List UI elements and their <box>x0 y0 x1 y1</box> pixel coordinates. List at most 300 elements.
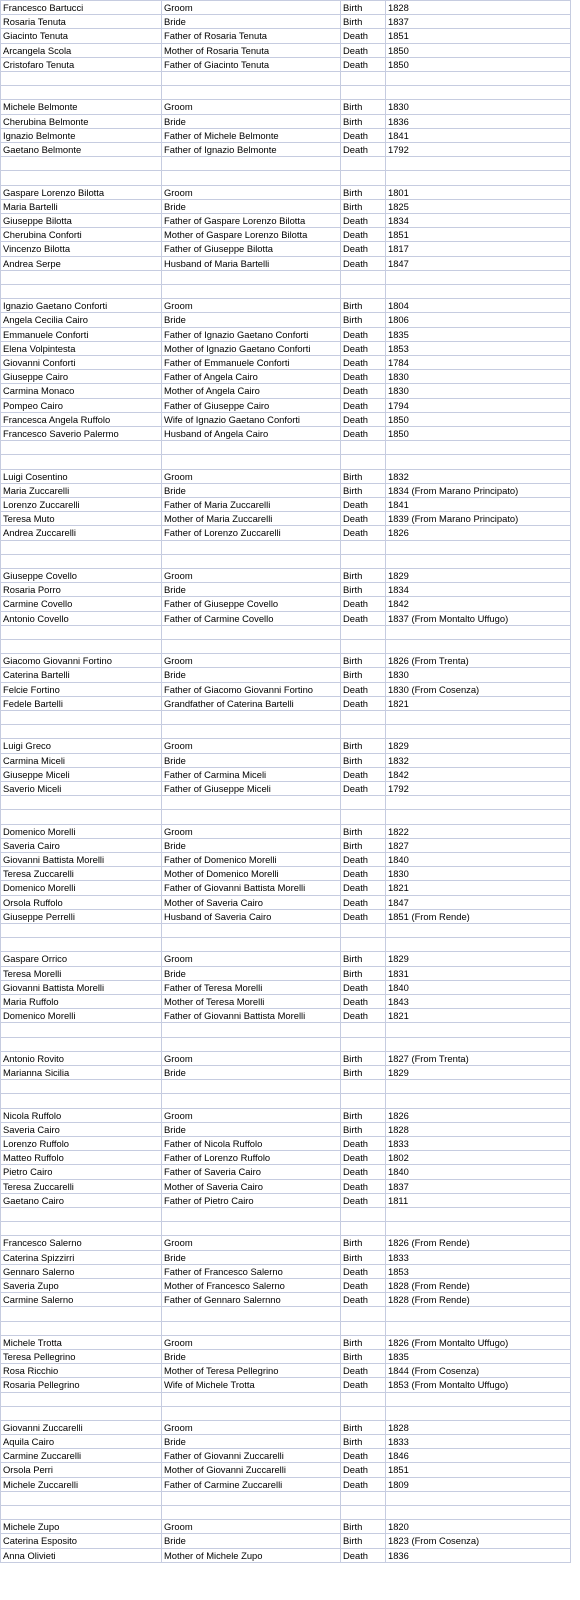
year-cell[interactable]: 1828 (From Rende) <box>386 1278 571 1292</box>
event-cell[interactable] <box>341 540 386 554</box>
name-cell[interactable] <box>1 938 162 952</box>
year-cell[interactable]: 1836 <box>386 1548 571 1562</box>
event-cell[interactable] <box>341 923 386 937</box>
event-cell[interactable]: Death <box>341 1278 386 1292</box>
relation-cell[interactable]: Groom <box>162 654 341 668</box>
relation-cell[interactable]: Father of Giovanni Battista Morelli <box>162 1009 341 1023</box>
event-cell[interactable]: Death <box>341 497 386 511</box>
year-cell[interactable]: 1829 <box>386 568 571 582</box>
event-cell[interactable]: Death <box>341 341 386 355</box>
relation-cell[interactable]: Bride <box>162 483 341 497</box>
year-cell[interactable]: 1842 <box>386 767 571 781</box>
name-cell[interactable]: Teresa Zuccarelli <box>1 867 162 881</box>
relation-cell[interactable]: Father of Giuseppe Covello <box>162 597 341 611</box>
name-cell[interactable]: Saveria Zupo <box>1 1278 162 1292</box>
event-cell[interactable]: Death <box>341 1009 386 1023</box>
event-cell[interactable]: Death <box>341 43 386 57</box>
year-cell[interactable] <box>386 1080 571 1094</box>
name-cell[interactable]: Michele Zupo <box>1 1520 162 1534</box>
year-cell[interactable] <box>386 554 571 568</box>
relation-cell[interactable]: Father of Teresa Morelli <box>162 980 341 994</box>
name-cell[interactable]: Giacinto Tenuta <box>1 29 162 43</box>
name-cell[interactable]: Saveria Cairo <box>1 838 162 852</box>
name-cell[interactable] <box>1 171 162 185</box>
name-cell[interactable]: Domenico Morelli <box>1 1009 162 1023</box>
name-cell[interactable]: Carmina Miceli <box>1 753 162 767</box>
year-cell[interactable] <box>386 1406 571 1420</box>
name-cell[interactable] <box>1 1094 162 1108</box>
event-cell[interactable]: Death <box>341 767 386 781</box>
event-cell[interactable]: Birth <box>341 952 386 966</box>
relation-cell[interactable]: Bride <box>162 753 341 767</box>
year-cell[interactable]: 1842 <box>386 597 571 611</box>
year-cell[interactable]: 1806 <box>386 313 571 327</box>
relation-cell[interactable] <box>162 1506 341 1520</box>
name-cell[interactable]: Elena Volpintesta <box>1 341 162 355</box>
year-cell[interactable]: 1853 <box>386 341 571 355</box>
name-cell[interactable]: Aquila Cairo <box>1 1435 162 1449</box>
name-cell[interactable]: Carmine Zuccarelli <box>1 1449 162 1463</box>
year-cell[interactable]: 1853 <box>386 1264 571 1278</box>
event-cell[interactable]: Death <box>341 1378 386 1392</box>
year-cell[interactable]: 1837 (From Montalto Uffugo) <box>386 611 571 625</box>
relation-cell[interactable]: Mother of Rosaria Tenuta <box>162 43 341 57</box>
event-cell[interactable]: Birth <box>341 1534 386 1548</box>
relation-cell[interactable]: Father of Giuseppe Cairo <box>162 398 341 412</box>
year-cell[interactable]: 1836 <box>386 114 571 128</box>
event-cell[interactable] <box>341 72 386 86</box>
name-cell[interactable]: Giuseppe Bilotta <box>1 213 162 227</box>
year-cell[interactable] <box>386 725 571 739</box>
event-cell[interactable]: Death <box>341 1449 386 1463</box>
year-cell[interactable]: 1804 <box>386 299 571 313</box>
name-cell[interactable]: Rosa Ricchio <box>1 1364 162 1378</box>
relation-cell[interactable] <box>162 725 341 739</box>
name-cell[interactable] <box>1 284 162 298</box>
year-cell[interactable]: 1828 (From Rende) <box>386 1293 571 1307</box>
event-cell[interactable]: Death <box>341 1477 386 1491</box>
relation-cell[interactable]: Father of Giuseppe Bilotta <box>162 242 341 256</box>
year-cell[interactable]: 1850 <box>386 427 571 441</box>
name-cell[interactable]: Giuseppe Perrelli <box>1 909 162 923</box>
relation-cell[interactable] <box>162 284 341 298</box>
relation-cell[interactable]: Groom <box>162 1108 341 1122</box>
relation-cell[interactable]: Groom <box>162 100 341 114</box>
year-cell[interactable]: 1837 <box>386 1179 571 1193</box>
name-cell[interactable] <box>1 796 162 810</box>
year-cell[interactable] <box>386 1094 571 1108</box>
year-cell[interactable] <box>386 1392 571 1406</box>
relation-cell[interactable]: Father of Maria Zuccarelli <box>162 497 341 511</box>
event-cell[interactable] <box>341 1094 386 1108</box>
relation-cell[interactable] <box>162 72 341 86</box>
relation-cell[interactable]: Mother of Giovanni Zuccarelli <box>162 1463 341 1477</box>
name-cell[interactable]: Maria Zuccarelli <box>1 483 162 497</box>
year-cell[interactable]: 1832 <box>386 469 571 483</box>
name-cell[interactable]: Andrea Serpe <box>1 256 162 270</box>
year-cell[interactable]: 1831 <box>386 966 571 980</box>
relation-cell[interactable] <box>162 1023 341 1037</box>
event-cell[interactable] <box>341 1321 386 1335</box>
name-cell[interactable]: Maria Ruffolo <box>1 994 162 1008</box>
name-cell[interactable] <box>1 625 162 639</box>
event-cell[interactable]: Birth <box>341 469 386 483</box>
relation-cell[interactable] <box>162 1037 341 1051</box>
year-cell[interactable]: 1844 (From Cosenza) <box>386 1364 571 1378</box>
event-cell[interactable] <box>341 270 386 284</box>
name-cell[interactable]: Nicola Ruffolo <box>1 1108 162 1122</box>
relation-cell[interactable]: Mother of Saveria Cairo <box>162 895 341 909</box>
event-cell[interactable] <box>341 86 386 100</box>
event-cell[interactable]: Death <box>341 213 386 227</box>
year-cell[interactable]: 1830 (From Cosenza) <box>386 682 571 696</box>
relation-cell[interactable]: Father of Giacinto Tenuta <box>162 57 341 71</box>
year-cell[interactable]: 1834 <box>386 583 571 597</box>
relation-cell[interactable] <box>162 1406 341 1420</box>
relation-cell[interactable]: Groom <box>162 469 341 483</box>
year-cell[interactable] <box>386 157 571 171</box>
name-cell[interactable]: Ignazio Belmonte <box>1 128 162 142</box>
event-cell[interactable]: Birth <box>341 483 386 497</box>
name-cell[interactable]: Giovanni Conforti <box>1 355 162 369</box>
name-cell[interactable] <box>1 86 162 100</box>
relation-cell[interactable]: Father of Nicola Ruffolo <box>162 1136 341 1150</box>
year-cell[interactable]: 1840 <box>386 852 571 866</box>
event-cell[interactable]: Birth <box>341 1250 386 1264</box>
event-cell[interactable] <box>341 455 386 469</box>
relation-cell[interactable]: Wife of Michele Trotta <box>162 1378 341 1392</box>
name-cell[interactable]: Antonio Rovito <box>1 1051 162 1065</box>
event-cell[interactable]: Birth <box>341 299 386 313</box>
year-cell[interactable]: 1826 <box>386 1108 571 1122</box>
year-cell[interactable]: 1829 <box>386 1065 571 1079</box>
year-cell[interactable] <box>386 270 571 284</box>
name-cell[interactable]: Gaspare Orrico <box>1 952 162 966</box>
event-cell[interactable]: Death <box>341 512 386 526</box>
event-cell[interactable]: Death <box>341 696 386 710</box>
event-cell[interactable]: Birth <box>341 1520 386 1534</box>
name-cell[interactable] <box>1 1207 162 1221</box>
name-cell[interactable]: Michele Belmonte <box>1 100 162 114</box>
name-cell[interactable]: Emmanuele Conforti <box>1 327 162 341</box>
name-cell[interactable]: Saverio Miceli <box>1 781 162 795</box>
year-cell[interactable] <box>386 938 571 952</box>
year-cell[interactable]: 1792 <box>386 143 571 157</box>
year-cell[interactable]: 1827 (From Trenta) <box>386 1051 571 1065</box>
name-cell[interactable]: Matteo Ruffolo <box>1 1151 162 1165</box>
event-cell[interactable]: Death <box>341 1293 386 1307</box>
relation-cell[interactable]: Father of Giuseppe Miceli <box>162 781 341 795</box>
event-cell[interactable] <box>341 1491 386 1505</box>
year-cell[interactable]: 1846 <box>386 1449 571 1463</box>
relation-cell[interactable]: Father of Lorenzo Ruffolo <box>162 1151 341 1165</box>
relation-cell[interactable] <box>162 625 341 639</box>
event-cell[interactable]: Death <box>341 398 386 412</box>
year-cell[interactable]: 1834 (From Marano Principato) <box>386 483 571 497</box>
relation-cell[interactable]: Groom <box>162 739 341 753</box>
year-cell[interactable] <box>386 923 571 937</box>
relation-cell[interactable]: Bride <box>162 668 341 682</box>
relation-cell[interactable]: Bride <box>162 1250 341 1264</box>
name-cell[interactable]: Andrea Zuccarelli <box>1 526 162 540</box>
event-cell[interactable]: Death <box>341 427 386 441</box>
year-cell[interactable]: 1850 <box>386 57 571 71</box>
event-cell[interactable]: Death <box>341 1193 386 1207</box>
event-cell[interactable]: Death <box>341 1165 386 1179</box>
name-cell[interactable]: Domenico Morelli <box>1 881 162 895</box>
event-cell[interactable]: Birth <box>341 1065 386 1079</box>
event-cell[interactable]: Birth <box>341 1236 386 1250</box>
event-cell[interactable]: Birth <box>341 1349 386 1363</box>
event-cell[interactable] <box>341 1222 386 1236</box>
year-cell[interactable] <box>386 455 571 469</box>
year-cell[interactable]: 1829 <box>386 739 571 753</box>
relation-cell[interactable]: Father of Saveria Cairo <box>162 1165 341 1179</box>
year-cell[interactable]: 1830 <box>386 668 571 682</box>
event-cell[interactable] <box>341 1307 386 1321</box>
name-cell[interactable]: Maria Bartelli <box>1 199 162 213</box>
year-cell[interactable] <box>386 1222 571 1236</box>
event-cell[interactable]: Death <box>341 242 386 256</box>
name-cell[interactable]: Carmine Salerno <box>1 1293 162 1307</box>
name-cell[interactable]: Teresa Pellegrino <box>1 1349 162 1363</box>
name-cell[interactable] <box>1 1406 162 1420</box>
relation-cell[interactable]: Groom <box>162 1051 341 1065</box>
year-cell[interactable] <box>386 796 571 810</box>
name-cell[interactable] <box>1 554 162 568</box>
event-cell[interactable] <box>341 284 386 298</box>
name-cell[interactable]: Orsola Perri <box>1 1463 162 1477</box>
year-cell[interactable]: 1809 <box>386 1477 571 1491</box>
event-cell[interactable]: Death <box>341 412 386 426</box>
relation-cell[interactable]: Father of Carmine Covello <box>162 611 341 625</box>
name-cell[interactable]: Gaetano Cairo <box>1 1193 162 1207</box>
event-cell[interactable]: Death <box>341 29 386 43</box>
year-cell[interactable] <box>386 625 571 639</box>
relation-cell[interactable]: Groom <box>162 1236 341 1250</box>
year-cell[interactable] <box>386 1506 571 1520</box>
name-cell[interactable]: Anna Olivieti <box>1 1548 162 1562</box>
relation-cell[interactable]: Mother of Michele Zupo <box>162 1548 341 1562</box>
event-cell[interactable]: Birth <box>341 1335 386 1349</box>
event-cell[interactable]: Birth <box>341 1435 386 1449</box>
name-cell[interactable]: Cristofaro Tenuta <box>1 57 162 71</box>
name-cell[interactable]: Vincenzo Bilotta <box>1 242 162 256</box>
name-cell[interactable]: Francesco Saverio Palermo <box>1 427 162 441</box>
event-cell[interactable]: Death <box>341 1364 386 1378</box>
event-cell[interactable]: Birth <box>341 668 386 682</box>
event-cell[interactable]: Birth <box>341 1122 386 1136</box>
relation-cell[interactable]: Father of Giacomo Giovanni Fortino <box>162 682 341 696</box>
name-cell[interactable]: Francesca Angela Ruffolo <box>1 412 162 426</box>
relation-cell[interactable]: Bride <box>162 313 341 327</box>
event-cell[interactable] <box>341 157 386 171</box>
relation-cell[interactable]: Mother of Teresa Morelli <box>162 994 341 1008</box>
relation-cell[interactable]: Bride <box>162 114 341 128</box>
event-cell[interactable]: Death <box>341 228 386 242</box>
event-cell[interactable] <box>341 710 386 724</box>
name-cell[interactable]: Luigi Cosentino <box>1 469 162 483</box>
name-cell[interactable]: Francesco Bartucci <box>1 1 162 15</box>
name-cell[interactable] <box>1 1037 162 1051</box>
event-cell[interactable]: Death <box>341 370 386 384</box>
relation-cell[interactable] <box>162 923 341 937</box>
event-cell[interactable] <box>341 938 386 952</box>
relation-cell[interactable]: Father of Michele Belmonte <box>162 128 341 142</box>
year-cell[interactable]: 1839 (From Marano Principato) <box>386 512 571 526</box>
year-cell[interactable] <box>386 1491 571 1505</box>
year-cell[interactable]: 1821 <box>386 881 571 895</box>
name-cell[interactable]: Lorenzo Ruffolo <box>1 1136 162 1150</box>
name-cell[interactable]: Gennaro Salerno <box>1 1264 162 1278</box>
name-cell[interactable]: Giuseppe Covello <box>1 568 162 582</box>
relation-cell[interactable]: Wife of Ignazio Gaetano Conforti <box>162 412 341 426</box>
name-cell[interactable] <box>1 1307 162 1321</box>
event-cell[interactable]: Death <box>341 128 386 142</box>
year-cell[interactable]: 1801 <box>386 185 571 199</box>
name-cell[interactable]: Rosaria Tenuta <box>1 15 162 29</box>
year-cell[interactable]: 1850 <box>386 412 571 426</box>
name-cell[interactable]: Gaetano Belmonte <box>1 143 162 157</box>
name-cell[interactable] <box>1 810 162 824</box>
event-cell[interactable]: Death <box>341 611 386 625</box>
relation-cell[interactable]: Father of Lorenzo Zuccarelli <box>162 526 341 540</box>
event-cell[interactable] <box>341 810 386 824</box>
year-cell[interactable]: 1802 <box>386 1151 571 1165</box>
name-cell[interactable]: Pompeo Cairo <box>1 398 162 412</box>
event-cell[interactable]: Death <box>341 980 386 994</box>
event-cell[interactable]: Death <box>341 57 386 71</box>
year-cell[interactable] <box>386 639 571 653</box>
event-cell[interactable]: Birth <box>341 824 386 838</box>
relation-cell[interactable]: Husband of Maria Bartelli <box>162 256 341 270</box>
event-cell[interactable]: Birth <box>341 15 386 29</box>
name-cell[interactable]: Michele Trotta <box>1 1335 162 1349</box>
year-cell[interactable]: 1853 (From Montalto Uffugo) <box>386 1378 571 1392</box>
name-cell[interactable]: Cherubina Belmonte <box>1 114 162 128</box>
name-cell[interactable]: Pietro Cairo <box>1 1165 162 1179</box>
relation-cell[interactable]: Bride <box>162 1534 341 1548</box>
year-cell[interactable] <box>386 710 571 724</box>
name-cell[interactable]: Angela Cecilia Cairo <box>1 313 162 327</box>
name-cell[interactable] <box>1 639 162 653</box>
relation-cell[interactable]: Groom <box>162 952 341 966</box>
name-cell[interactable]: Ignazio Gaetano Conforti <box>1 299 162 313</box>
relation-cell[interactable] <box>162 1321 341 1335</box>
year-cell[interactable] <box>386 1321 571 1335</box>
year-cell[interactable] <box>386 284 571 298</box>
year-cell[interactable]: 1827 <box>386 838 571 852</box>
name-cell[interactable] <box>1 1023 162 1037</box>
event-cell[interactable]: Death <box>341 526 386 540</box>
relation-cell[interactable] <box>162 1307 341 1321</box>
event-cell[interactable]: Death <box>341 1463 386 1477</box>
relation-cell[interactable] <box>162 1392 341 1406</box>
relation-cell[interactable] <box>162 710 341 724</box>
relation-cell[interactable]: Father of Emmanuele Conforti <box>162 355 341 369</box>
event-cell[interactable]: Death <box>341 909 386 923</box>
relation-cell[interactable]: Groom <box>162 1 341 15</box>
name-cell[interactable] <box>1 72 162 86</box>
year-cell[interactable]: 1826 <box>386 526 571 540</box>
year-cell[interactable]: 1830 <box>386 867 571 881</box>
event-cell[interactable]: Death <box>341 867 386 881</box>
event-cell[interactable]: Birth <box>341 739 386 753</box>
event-cell[interactable] <box>341 171 386 185</box>
name-cell[interactable]: Caterina Esposito <box>1 1534 162 1548</box>
name-cell[interactable]: Fedele Bartelli <box>1 696 162 710</box>
year-cell[interactable] <box>386 540 571 554</box>
relation-cell[interactable]: Groom <box>162 568 341 582</box>
name-cell[interactable] <box>1 441 162 455</box>
name-cell[interactable]: Saveria Cairo <box>1 1122 162 1136</box>
event-cell[interactable] <box>341 796 386 810</box>
name-cell[interactable]: Teresa Morelli <box>1 966 162 980</box>
year-cell[interactable]: 1826 (From Rende) <box>386 1236 571 1250</box>
name-cell[interactable]: Francesco Salerno <box>1 1236 162 1250</box>
event-cell[interactable]: Death <box>341 881 386 895</box>
name-cell[interactable]: Gaspare Lorenzo Bilotta <box>1 185 162 199</box>
relation-cell[interactable]: Groom <box>162 824 341 838</box>
relation-cell[interactable] <box>162 1207 341 1221</box>
relation-cell[interactable]: Bride <box>162 1435 341 1449</box>
event-cell[interactable]: Birth <box>341 1 386 15</box>
year-cell[interactable]: 1837 <box>386 15 571 29</box>
relation-cell[interactable] <box>162 441 341 455</box>
event-cell[interactable]: Death <box>341 852 386 866</box>
year-cell[interactable]: 1830 <box>386 370 571 384</box>
name-cell[interactable]: Domenico Morelli <box>1 824 162 838</box>
relation-cell[interactable]: Father of Francesco Salerno <box>162 1264 341 1278</box>
name-cell[interactable]: Giovanni Zuccarelli <box>1 1420 162 1434</box>
year-cell[interactable]: 1823 (From Cosenza) <box>386 1534 571 1548</box>
event-cell[interactable]: Birth <box>341 313 386 327</box>
event-cell[interactable]: Birth <box>341 1108 386 1122</box>
relation-cell[interactable] <box>162 554 341 568</box>
relation-cell[interactable] <box>162 1222 341 1236</box>
event-cell[interactable]: Birth <box>341 100 386 114</box>
year-cell[interactable] <box>386 171 571 185</box>
relation-cell[interactable]: Groom <box>162 1520 341 1534</box>
name-cell[interactable]: Arcangela Scola <box>1 43 162 57</box>
event-cell[interactable] <box>341 1037 386 1051</box>
name-cell[interactable]: Orsola Ruffolo <box>1 895 162 909</box>
year-cell[interactable]: 1821 <box>386 696 571 710</box>
relation-cell[interactable]: Father of Angela Cairo <box>162 370 341 384</box>
event-cell[interactable]: Death <box>341 256 386 270</box>
year-cell[interactable]: 1841 <box>386 128 571 142</box>
name-cell[interactable] <box>1 1506 162 1520</box>
year-cell[interactable]: 1811 <box>386 1193 571 1207</box>
name-cell[interactable]: Giovanni Battista Morelli <box>1 980 162 994</box>
name-cell[interactable] <box>1 1321 162 1335</box>
relation-cell[interactable]: Father of Carmine Zuccarelli <box>162 1477 341 1491</box>
year-cell[interactable]: 1829 <box>386 952 571 966</box>
event-cell[interactable]: Death <box>341 682 386 696</box>
relation-cell[interactable]: Bride <box>162 1122 341 1136</box>
name-cell[interactable]: Antonio Covello <box>1 611 162 625</box>
relation-cell[interactable] <box>162 86 341 100</box>
year-cell[interactable]: 1817 <box>386 242 571 256</box>
relation-cell[interactable]: Father of Pietro Cairo <box>162 1193 341 1207</box>
event-cell[interactable] <box>341 1506 386 1520</box>
relation-cell[interactable] <box>162 810 341 824</box>
year-cell[interactable]: 1832 <box>386 753 571 767</box>
event-cell[interactable] <box>341 639 386 653</box>
event-cell[interactable]: Death <box>341 143 386 157</box>
relation-cell[interactable]: Groom <box>162 1335 341 1349</box>
event-cell[interactable] <box>341 441 386 455</box>
